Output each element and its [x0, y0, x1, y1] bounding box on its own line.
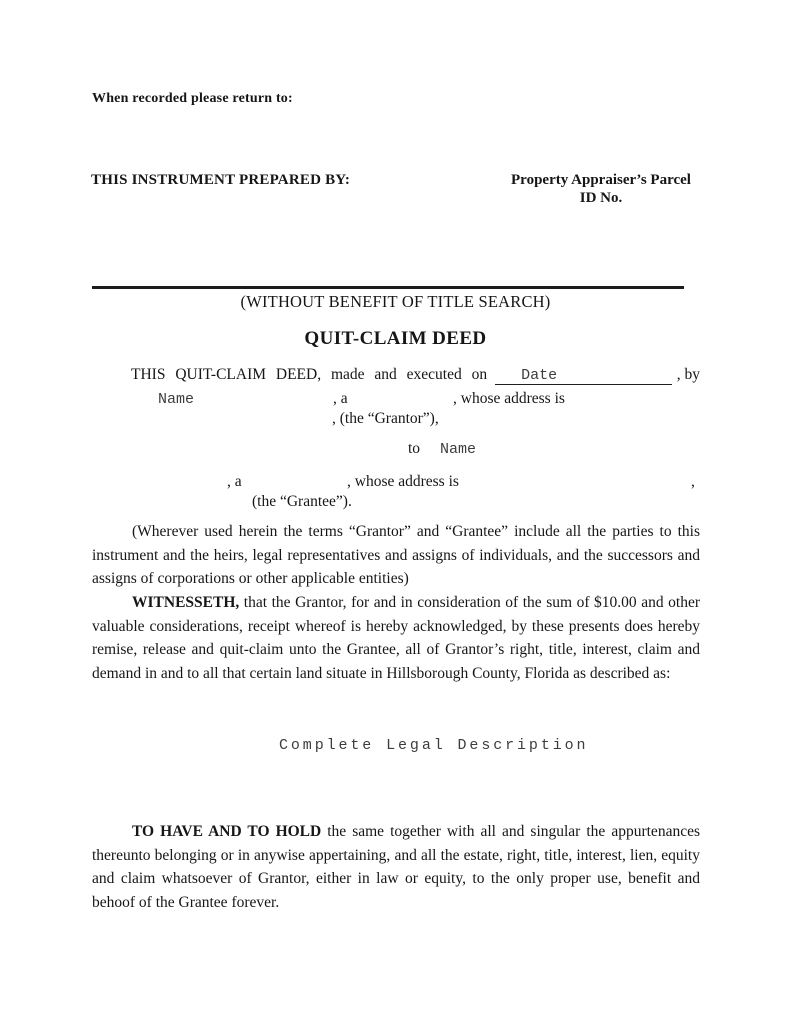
grantee-name-field[interactable]: Name [440, 441, 477, 458]
parcel-id-line2: ID No. [579, 189, 623, 206]
parcel-id-line1: Property Appraiser’s Parcel [511, 172, 691, 188]
intro-section [92, 360, 700, 520]
grantor-whose-address: , whose address is [453, 390, 565, 407]
legal-description-field[interactable]: Complete Legal Description [279, 737, 589, 754]
habendum-text: the same together with all and singular the appurtenances thereunto belonging or in anywise appertaining, and all the estate, right, title, interest, lien, equity and claim whatsoever of Grantor, either in law or equity, to the only proper use, benefit and behoof of the Grantee forever. [92, 823, 700, 911]
intro-line-1 [131, 366, 700, 385]
intro-line1-lead: THIS QUIT-CLAIM DEED, made and executed on [131, 366, 488, 383]
divider-rule [92, 286, 684, 289]
witnesseth-paragraph [92, 591, 700, 685]
grantee-designation: (the “Grantee”). [252, 493, 352, 510]
wherever-paragraph [92, 520, 700, 591]
document-subtitle: (WITHOUT BENEFIT OF TITLE SEARCH) [240, 292, 551, 311]
to-word: to [408, 440, 421, 457]
date-field[interactable] [495, 366, 672, 385]
grantor-comma-a: , a [333, 390, 348, 407]
grantor-name-field[interactable]: Name [158, 391, 195, 408]
wherever-text: (Wherever used herein the terms “Grantor” and “Grantee” include all the parties to this instrument and the heirs, legal representatives and assigns of individuals, and the successors and assigns of corporations or other applicable entities) [92, 523, 700, 587]
habendum-lead: TO HAVE AND TO HOLD [132, 823, 322, 840]
grantee-trailing-comma: , [691, 473, 695, 490]
return-to-label: When recorded please return to: [92, 91, 293, 106]
parcel-id-block [505, 172, 697, 207]
grantee-comma-a: , a [227, 473, 242, 490]
intro-line1-tail: , by [676, 366, 700, 383]
document-title: QUIT-CLAIM DEED [304, 328, 487, 349]
date-value: Date [521, 367, 558, 384]
prepared-by-label: THIS INSTRUMENT PREPARED BY: [91, 172, 351, 188]
habendum-paragraph [92, 820, 700, 914]
witnesseth-text: that the Grantor, for and in consideration of the sum of $10.00 and other valuable considerations, receipt whereof is hereby acknowledged, by these presents does hereby remise, release and quit-claim unto the Grantee, all of Grantor’s right, title, interest, claim and demand in and to all that certain land situate in Hillsborough County, Florida as described as: [92, 594, 700, 682]
witnesseth-lead: WITNESSETH, [132, 594, 240, 611]
grantee-whose-address: , whose address is [347, 473, 459, 490]
grantor-designation: , (the “Grantor”), [332, 410, 439, 427]
